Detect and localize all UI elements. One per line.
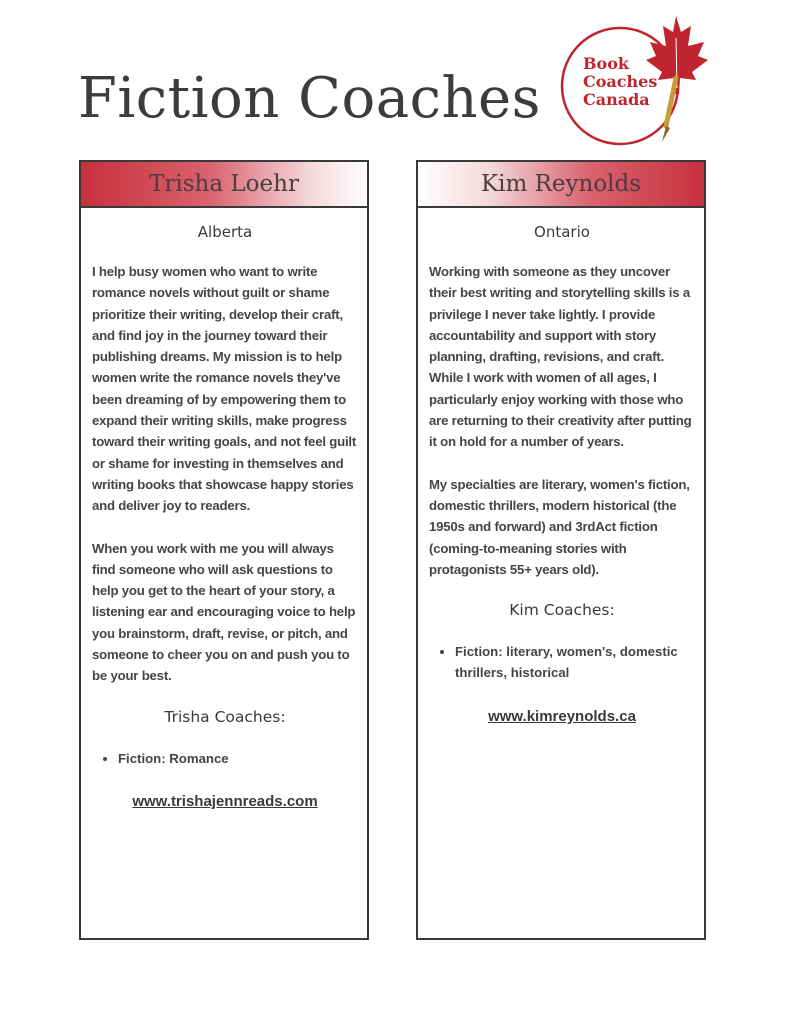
coach-card-kim <box>416 160 706 940</box>
coach-bio-paragraph: Working with someone as they uncover their best writing and storytelling skills is a privilege I never take lightly. I provide accountability and support with story planning, drafting, revisions, and craft. While I work with women of all ages, I particularly enjoy working with those who are returning to their creativity after putting it on hold for a number of years. <box>429 264 692 450</box>
coaches-heading: Kim Coaches: <box>509 601 615 620</box>
coach-region: Ontario <box>534 223 590 241</box>
specialty-item: • Fiction: Romance <box>118 748 358 769</box>
coach-name: Kim Reynolds <box>418 162 704 208</box>
coach-region: Alberta <box>197 223 253 241</box>
coach-card-trisha <box>79 160 369 940</box>
coach-bio-paragraph: When you work with me you will always find someone who will ask questions to help you get to the heart of your story, a listening ear and encouraging voice to help you brainstorm, draft, revise, or pitch, and someone to cheer you on and push you to be your best. <box>92 540 356 684</box>
coach-bio-paragraph: My specialties are literary, women's fiction, domestic thrillers, modern historical (the 1950s and forward) and 3rdAct fiction (coming-to-meaning stories with protagonists 55+ years old). <box>429 476 690 577</box>
specialty-list <box>92 748 358 769</box>
book-coaches-canada-logo <box>558 8 708 158</box>
logo-line-book: Book <box>583 54 629 73</box>
coaches-heading: Trisha Coaches: <box>164 707 286 726</box>
logo-line-coaches: Coaches <box>583 72 658 91</box>
coach-name: Trisha Loehr <box>81 162 367 208</box>
logo-text <box>583 55 657 109</box>
specialty-list <box>429 641 695 684</box>
coach-bio-paragraph: I help busy women who want to write romance novels without guilt or shame prioritize their writing, develop their craft, and find joy in the journey toward their publishing dreams. My mission is to help women write the romance novels they've been dreaming of by empowering them to expand their writing skills, make progress toward their writing goals, and not feel guilt or shame for investing in themselves and writing books that showcase happy stories and deliver joy to readers. <box>92 264 357 514</box>
coach-website-link[interactable]: www.kimreynolds.ca <box>488 707 636 725</box>
coach-website-link[interactable]: www.trishajennreads.com <box>132 792 318 810</box>
logo-line-canada: Canada <box>583 90 650 109</box>
specialty-item: • Fiction: literary, women's, domestic thrillers, historical <box>455 641 695 684</box>
page-title: Fiction Coaches <box>78 66 541 131</box>
